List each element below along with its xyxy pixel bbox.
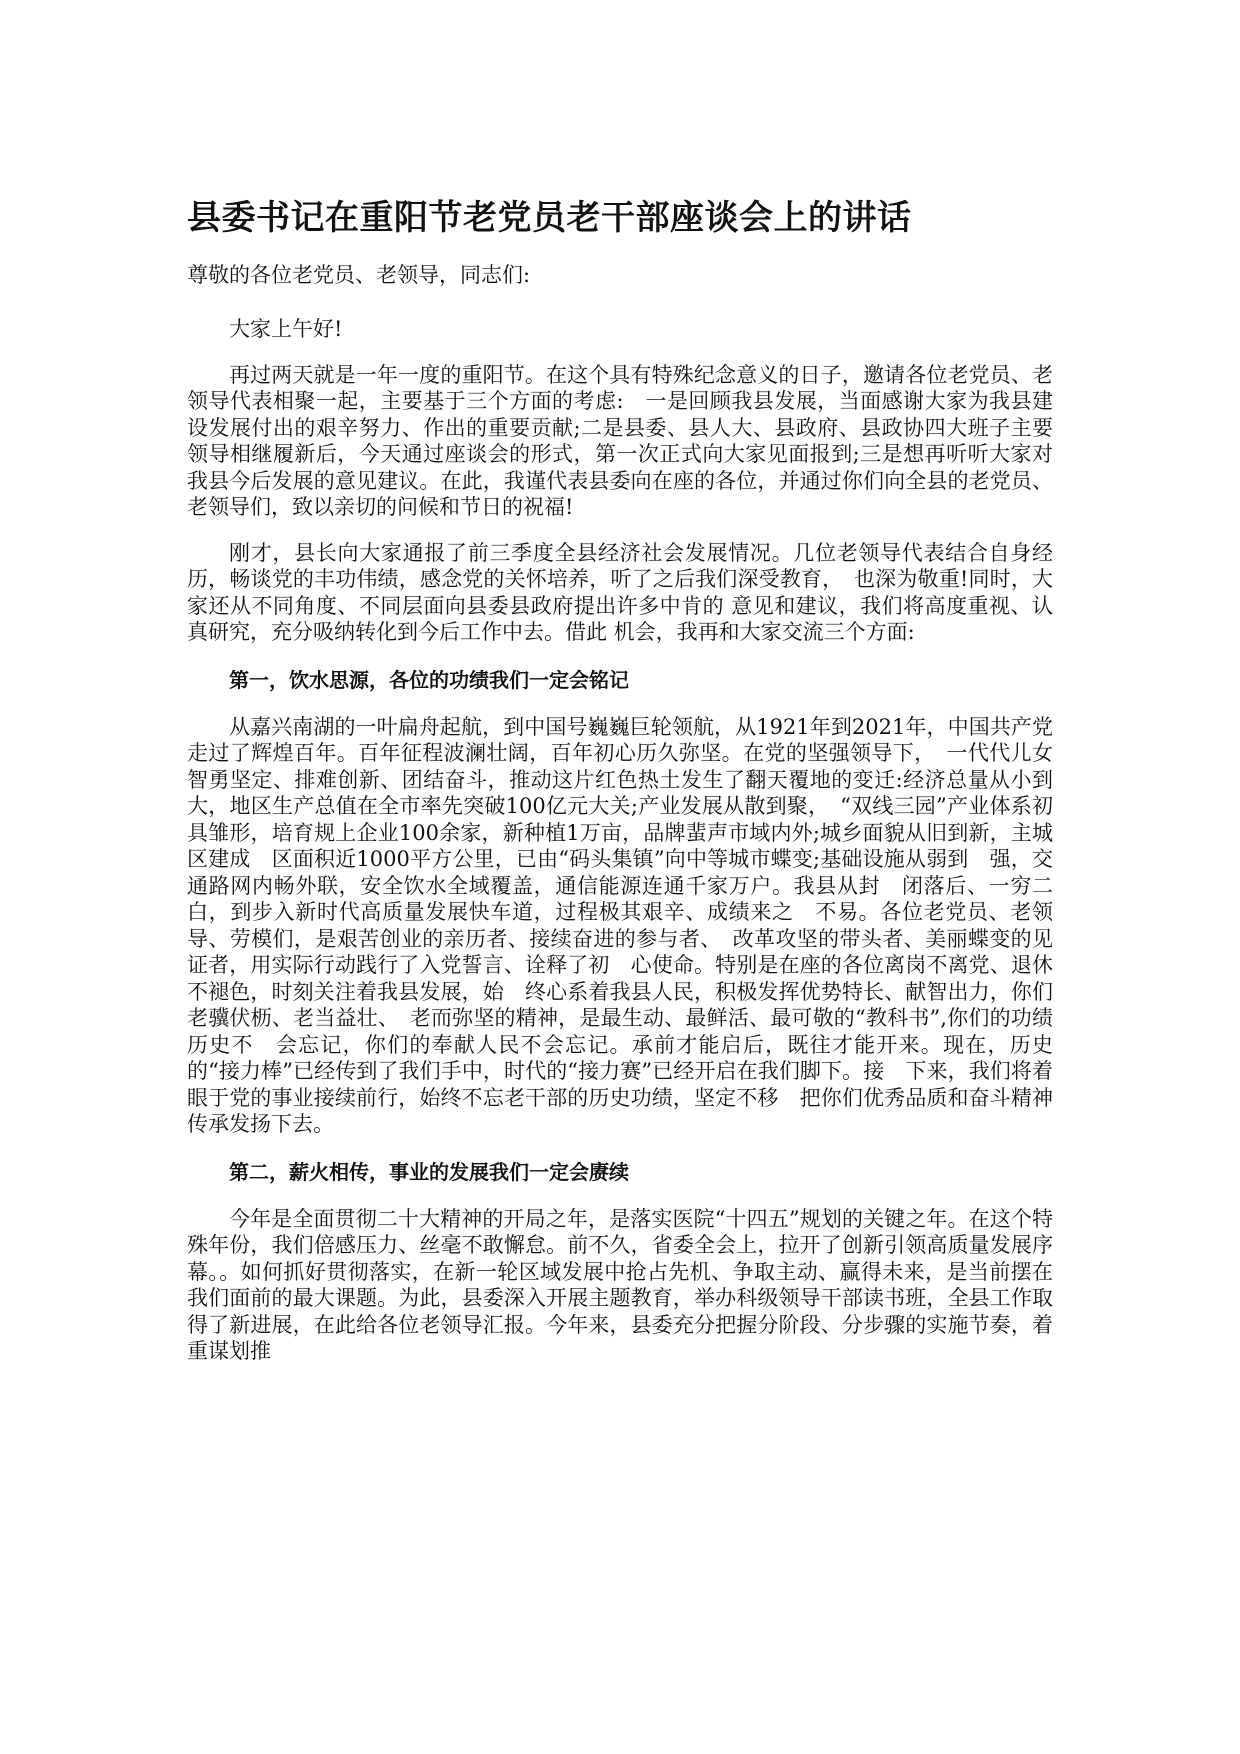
paragraph-intro: 再过两天就是一年一度的重阳节。在这个具有特殊纪念意义的日子，邀请各位老党员、老领导代表相聚一起，主要基于三个方面的考虑: 一是回顾我县发展，当面感谢大家为我县建设发展付出的艰辛努力、作出的重要贡献;二是县委、县人大、县政府、县政协四大班子主要领导相继履新后，今天通过座谈会的形式，第一次正式向大家见面报到;三是想再听听大家对我县今后发展的意见建议。在此，我谨代表县委向在座的各位，并通过你们向全县的老党员、老领导们，致以亲切的问候和节日的祝福! [187,362,1053,519]
greeting: 大家上午好! [229,317,343,341]
section-heading-second: 第二，薪火相传，事业的发展我们一定会赓续 [229,1159,629,1184]
section-heading-first: 第一，饮水思源，各位的功绩我们一定会铭记 [229,667,629,692]
document-page [187,196,1074,1384]
salutation: 尊敬的各位老党员、老领导，同志们: [187,263,531,287]
paragraph-first-section: 从嘉兴南湖的一叶扁舟起航，到中国号巍巍巨轮领航，从1921年到2021年，中国共产党走过了辉煌百年。百年征程波澜壮阔，百年初心历久弥坚。在党的坚强领导下， 一代代儿女智勇坚定、排难创新、团结奋斗，推动这片红色热土发生了翻天覆地的变迁:经济总量从小到大，地区生产总值在全市率先突破100亿元大关;产业发展从散到聚， “双线三园”产业体系初具雏形，培育规上企业100余家，新种植1万亩，品牌蜚声市域内外;城乡面貌从旧到新，主城区建成 区面积近1000平方公里，已由“码头集镇”向中等城市蝶变;基础设施从弱到 强，交通路网内畅外联，安全饮水全域覆盖，通信能源连通千家万户。我县从封 闭落后、一穷二白，到步入新时代高质量发展快车道，过程极其艰辛、成绩来之 不易。各位老党员、老领导、劳模们，是艰苦创业的亲历者、接续奋进的参与者、 改革攻坚的带头者、美丽蝶变的见证者，用实际行动践行了入党誓言、诠释了初 心使命。特别是在座的各位离岗不离党、退休不褪色，时刻关注着我县发展，始 终心系着我县人民，积极发挥优势特长、献智出力，你们老骥伏枥、老当益壮、 老而弥坚的精神，是最生动、最鲜活、最可敬的“教科书”,你们的功绩历史不 会忘记，你们的奉献人民不会忘记。承前才能启后，既往才能开来。现在，历史 的“接力棒”已经传到了我们手中，时代的“接力赛”已经开启在我们脚下。接 下来，我们将着眼于党的事业接续前行，始终不忘老干部的历史功绩，坚定不移 把你们优秀品质和奋斗精神传承发扬下去。 [187,714,1074,1136]
document-title: 县委书记在重阳节老党员老干部座谈会上的讲话 [187,198,912,238]
paragraph-second-section: 今年是全面贯彻二十大精神的开局之年，是落实医院“十四五”规划的关键之年。在这个特殊年份，我们倍感压力、丝毫不敢懈怠。前不久，省委全会上，拉开了创新引领高质量发展序幕。。如何抓好贯彻落实，在新一轮区域发展中抢占先机、争取主动、赢得未来，是当前摆在我们面前的最大课题。为此，县委深入开展主题教育，举办科级领导干部读书班，全县工作取得了新进展，在此给各位老领导汇报。今年来，县委充分把握分阶段、分步骤的实施节奏，着重谋划推 [187,1206,1053,1363]
paragraph-report: 刚才，县长向大家通报了前三季度全县经济社会发展情况。几位老领导代表结合自身经历，畅谈党的丰功伟绩，感念党的关怀培养，听了之后我们深受教育， 也深为敬重!同时，大家还从不同角度、不同层面向县委县政府提出许多中肯的 意见和建议，我们将高度重视、认真研究，充分吸纳转化到今后工作中去。借此 机会，我再和大家交流三个方面: [187,540,1053,644]
